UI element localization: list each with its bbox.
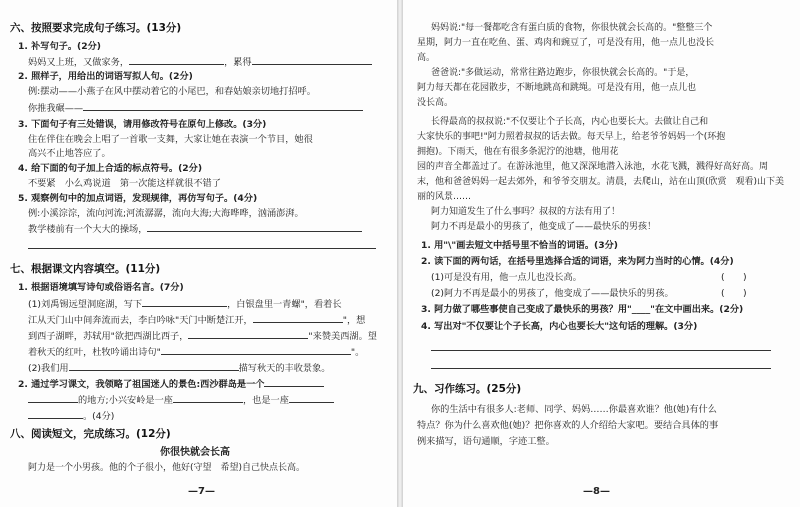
s7-line-1 xyxy=(28,297,342,311)
s8-q2-b: (2)阿力不再是最小的男孩了，他变成了——最快乐的男孩。 xyxy=(431,288,674,299)
blank[interactable] xyxy=(289,393,334,403)
blank[interactable] xyxy=(252,55,372,65)
s7-q2-cont xyxy=(28,393,334,407)
s6-q5-answer xyxy=(28,222,362,236)
s8-q2: 2. 读下面的两句话，在括号里选择合适的词语，来为阿力当时的心情。(4分) xyxy=(421,256,734,267)
s7-q2-text: 2. 通过学习课文，我领略了祖国迷人的景色:西沙群岛是一个 xyxy=(18,379,265,390)
answer-paren[interactable]: ( ) xyxy=(721,272,747,283)
page-number-right: —8— xyxy=(583,486,610,497)
s8-q4: 4. 写出对"不仅要让个子长高，内心也要长大"这句话的理解。(3分) xyxy=(421,321,698,332)
text: 。(4分) xyxy=(83,411,115,422)
blank[interactable] xyxy=(129,55,224,65)
blank[interactable] xyxy=(28,393,78,403)
s7-line-4 xyxy=(28,345,364,359)
left-page xyxy=(0,0,397,507)
text: "来赞美西湖。望 xyxy=(308,331,377,342)
story-p4-c: 拥抱)。下雨天，他在有很多条泥泞的池塘，他用花 xyxy=(417,147,619,157)
section-9-title: 九、习作练习。(25分) xyxy=(413,383,522,395)
s7-line-5 xyxy=(28,361,330,375)
s6-q2: 2. 照样子，用给出的词语写拟人句。(2分) xyxy=(18,71,193,82)
s6-q4-sentence: 不要紧 小么鸡说道 第一次能这样就很不错了 xyxy=(28,178,221,189)
text: 的地方;小兴安岭是一座 xyxy=(78,395,173,406)
story-p3-c: 没长高。 xyxy=(417,98,454,108)
s6-q3: 3. 下面句子有三处错误，请用修改符号在原句上修改。(3分) xyxy=(18,119,267,130)
story-p4-a: 长得最高的叔叔说:"不仅要让个子长高，内心也要长大。去做让自己和 xyxy=(431,117,709,127)
story-p2-a: 妈妈说:"每一餐都吃含有蛋白质的食物，你很快就会长高的。"整整三个 xyxy=(431,23,713,33)
blank[interactable] xyxy=(188,329,308,339)
s8-q1: 1. 用"\"画去短文中括号里不恰当的词语。(3分) xyxy=(421,240,618,251)
answer-line[interactable] xyxy=(431,350,771,351)
story-p4-f: 丽的风景…… xyxy=(417,192,472,202)
s7-line-3 xyxy=(28,329,377,343)
answer-line[interactable] xyxy=(147,222,362,232)
text: ，白银盘里一青螺"，看着长 xyxy=(227,299,342,310)
s7-q1: 1. 根据语境填写诗句或俗语名言。(7分) xyxy=(18,282,184,293)
answer-line[interactable] xyxy=(83,101,363,111)
blank[interactable] xyxy=(28,409,83,419)
s6-q2-prompt: 你推我碾—— xyxy=(28,103,84,114)
story-p5: 阿力知道发生了什么事吗？叔叔的方法有用了！ xyxy=(431,207,621,217)
s6-q1-sentence xyxy=(28,55,372,69)
s6-q1-text: 妈妈又上班，又做家务， xyxy=(28,57,130,68)
writing-prompt-3: 例来描写，语句通顺，字迹工整。 xyxy=(417,436,555,447)
story-p2-b: 星期，阿力一直在吃鱼、蛋、鸡肉和豌豆了，可是没有用，他一点儿也没长 xyxy=(417,38,715,48)
text: 江从天门山中间奔流而去，李白吟咏"天门中断楚江开， xyxy=(28,315,253,326)
s6-q1-text-end: ，累得 xyxy=(224,57,252,68)
s6-q5-example: 例:小溪淙淙，流向河流;河流潺潺，流向大海;大海哗哗，汹涌澎湃。 xyxy=(28,208,304,219)
story-p2-c: 高。 xyxy=(417,53,436,63)
s8-q3: 3. 阿力做了哪些事使自己变成了最快乐的男孩？用"____"在文中画出来。(2分) xyxy=(421,304,744,315)
s7-line-2 xyxy=(28,313,365,327)
s6-q5: 5. 观察例句中的加点词语，发现规律，再仿写句子。(4分) xyxy=(18,193,258,204)
s7-q2 xyxy=(18,377,324,391)
answer-paren[interactable]: ( ) xyxy=(721,288,747,299)
s6-q4: 4. 给下面的句子加上合适的标点符号。(2分) xyxy=(18,163,203,174)
blank[interactable] xyxy=(253,313,343,323)
answer-line[interactable] xyxy=(28,248,376,249)
s6-q5-prompt: 教学楼前有一个大大的操场， xyxy=(28,224,148,235)
blank[interactable] xyxy=(69,361,239,371)
s6-q1: 1. 补写句子。(2分) xyxy=(18,41,101,52)
story-p4-e: 末，他和爸爸妈妈一起去郊外，和爷爷交朋友。清晨，去爬山，站在山顶(欣赏 观看)山下美 xyxy=(417,177,785,187)
text: (1)刘禹锡远望洞庭湖，写下 xyxy=(28,299,143,310)
text: "，想 xyxy=(342,315,366,326)
text: 到西子湖畔，苏轼用"欲把西湖比西子， xyxy=(28,331,189,342)
text: "。 xyxy=(350,347,365,358)
s6-q3-sentence-a: 住在伴住在晚会上唱了一首歌一支舞，大家让她在表演一个节目，她很 xyxy=(28,134,313,145)
section-6-title: 六、按照要求完成句子练习。(13分) xyxy=(10,22,182,34)
blank[interactable] xyxy=(142,297,227,307)
writing-prompt-1: 你的生活中有很多人:老师、同学、妈妈……你最喜欢谁？他(她)有什么 xyxy=(431,404,717,415)
story-p4-b: 大家快乐的事吧!"阿力照着叔叔的话去做。每天早上，给老爷爷妈妈一个(环抱 xyxy=(417,132,726,142)
section-7-title: 七、根据课文内容填空。(11分) xyxy=(10,263,161,275)
blank[interactable] xyxy=(161,345,351,355)
story-p3-b: 阿力每天都在花园散步，不断地跳高和跳绳。可是没有用，他一点儿也 xyxy=(417,83,697,93)
story-p3-a: 爸爸说:"多做运动，常常往路边跑步，你很快就会长高的。"于是， xyxy=(431,68,695,78)
writing-prompt-2: 特点？你为什么喜欢他(她)？把你喜欢的人介绍给大家吧。要结合具体的事 xyxy=(417,420,719,431)
story-p6: 阿力不再是最小的男孩了，他变成了——最快乐的男孩！ xyxy=(431,222,657,232)
page-number-left: —7— xyxy=(188,486,215,497)
story-paragraph-1: 阿力是一个小男孩。他的个子很小，他好(守望 希望)自己快点长高。 xyxy=(28,463,306,473)
answer-line[interactable] xyxy=(431,368,771,369)
s6-q2-example: 例:摆动——小燕子在风中摆动着它的小尾巴，和春姑娘亲切地打招呼。 xyxy=(28,86,316,97)
text: (2)我们用 xyxy=(28,363,69,374)
s6-q2-answer xyxy=(28,101,363,115)
s8-q2-a: (1)可是没有用，他一点儿也没长高。 xyxy=(431,272,582,283)
story-title: 你很快就会长高 xyxy=(160,447,230,458)
section-8-title: 八、阅读短文，完成练习。(12分) xyxy=(10,428,171,440)
story-p4-d: 园的声音全都盖过了。在游泳池里，他又深深地潜入泳池，水花飞溅，溅得好高好高。周 xyxy=(417,162,769,172)
s6-q3-sentence-b: 高兴不止地答应了。 xyxy=(28,148,111,159)
text: 着秋天的红叶，杜牧吟诵出诗句" xyxy=(28,347,161,358)
text: 描写秋天的丰收景象。 xyxy=(238,363,331,374)
s7-q2-end xyxy=(28,409,114,423)
blank[interactable] xyxy=(264,377,324,387)
blank[interactable] xyxy=(173,393,243,403)
right-page xyxy=(403,0,800,507)
text: ，也是一座 xyxy=(242,395,289,406)
